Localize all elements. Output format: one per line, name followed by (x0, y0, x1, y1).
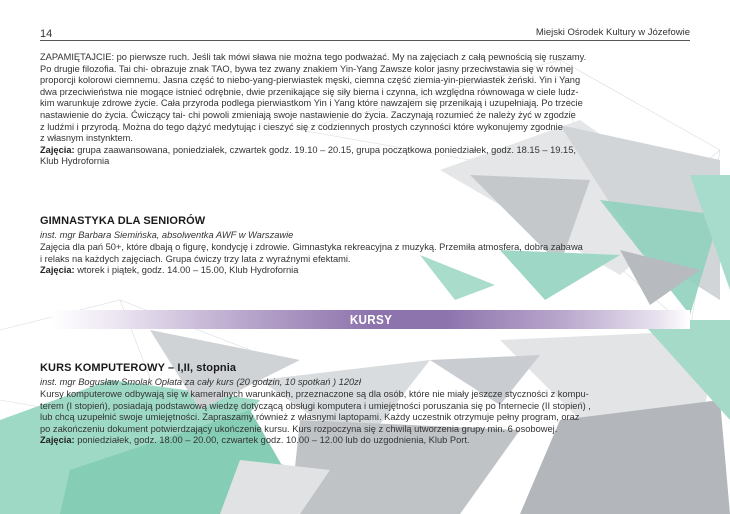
schedule-label: Zajęcia: (40, 265, 75, 276)
schedule-text: grupa zaawansowana, poniedziałek, czwartek godz. 19.10 – 20.15, grupa początkowa poniedziałek, godz. 18.15 – 19.15, (74, 144, 576, 155)
text-line: ZAPAMIĘTAJCIE: po pierwsze ruch. Jeśli tak mówi sława nie można tego podważać. My na zajęciach z całą pewnością się ruszamy. (40, 52, 587, 62)
text-line: terem (I stopień), posiadają podstawową wiedzę dotyczącą obsługi komputera i umiejętności poruszania się po Internecie (II stopień) , (40, 400, 591, 411)
text-line: z ludźmi i przyrodą. Można do tego dążyć medytując i cieszyć się z codziennych prostych czynności które wykonujemy zgodnie (40, 121, 563, 132)
schedule-label: Zajęcia: (40, 435, 75, 446)
seniors-heading: GIMNASTYKA DLA SENIORÓW (40, 215, 206, 227)
text-line: Po drugie filozofia. Tai chi- obrazuje znak TAO, bywa tez zwany znakiem Yin-Yang Zawsze kolor jasny przeciwstawia się w równej (40, 63, 574, 74)
text-line: kim warunkuje zdrowe życie. Cała przyroda podlega pierwiastkom Yin i Yang które nawzajem się przenikają i uzupełniają. Po trzecie (40, 98, 583, 109)
tai-chi-schedule (40, 145, 690, 157)
tai-chi-description (40, 52, 690, 168)
text-line: po zakończeniu dokument potwierdzający ukończenie kursu. Kurs rozpoczyna się z chwilą utworzenia grupy min. 6 osobowej. (40, 423, 558, 434)
seniors-description (40, 242, 690, 277)
seniors-instructor: inst. mgr Barbara Siemińska, absolwentka AWF w Warszawie (40, 230, 294, 240)
section-bar-label: KURSY (349, 312, 393, 327)
section-bar-kursy (52, 310, 690, 329)
seniors-schedule (40, 265, 690, 277)
schedule-label: Zajęcia: (40, 144, 75, 155)
publication-title: Miejski Ośrodek Kultury w Józefowie (535, 27, 690, 38)
page-number: 14 (40, 28, 53, 40)
text-line: nastawienie do życia. Ćwiczący tai- chi powoli zmieniają swoje nastawienie do życia. Zaczynają rozumieć że należy żyć w zgodzie (40, 109, 576, 120)
computer-course-description (40, 389, 690, 447)
text-line: z własnym instynktem. (40, 133, 133, 144)
header-divider (40, 40, 690, 41)
text-line: Zajęcia dla pań 50+, które dbają o figurę, kondycję i zdrowie. Gimnastyka rekreacyjna z muzyką. Przemiła atmosfera, dobra zabawa (40, 242, 583, 252)
schedule-text: wtorek i piątek, godz. 14.00 – 15.00, Klub Hydrofornia (74, 265, 299, 276)
text-line: i relaks na każdych zajęciach. Grupa ćwiczy trzy lata z wyraźnymi efektami. (40, 253, 351, 264)
schedule-text: poniedziałek, godz. 18.00 – 20.00, czwartek godz. 10.00 – 12.00 lub do uzgodnienia, Klub Port. (74, 435, 470, 446)
text-line: lub chcą uzupełnić swoje umiejętności. Zapraszamy również z własnymi laptopami. Każdy uczestnik otrzymuje pełny program, oraz (40, 412, 580, 423)
text-line: Kursy komputerowe odbywają się w kameralnych warunkach, przeznaczone są dla osób, które nie miały jeszcze styczności z kompu- (40, 389, 589, 399)
text-line: dwa przeciwieństwa nie mogące istnieć odrębnie, dwie przenikające się siły bierna i czynna, ich względna równowaga w ciele ludz- (40, 86, 579, 97)
text-line: proporcji kolorowi ciemnemu. Jasna część to niebo-yang-pierwiastek męski, ciemna część ziemia-yin-pierwiastek żeński. Yin i Yang (40, 75, 581, 86)
computer-course-schedule (40, 435, 690, 447)
computer-course-instructor: inst. mgr Bogusław Smolak Opłata za cały kurs (20 godzin, 10 spotkań ) 120zł (40, 377, 361, 387)
computer-course-heading: KURS KOMPUTEROWY – I,II, stopnia (40, 362, 237, 374)
text-line: Klub Hydrofornia (40, 156, 110, 167)
